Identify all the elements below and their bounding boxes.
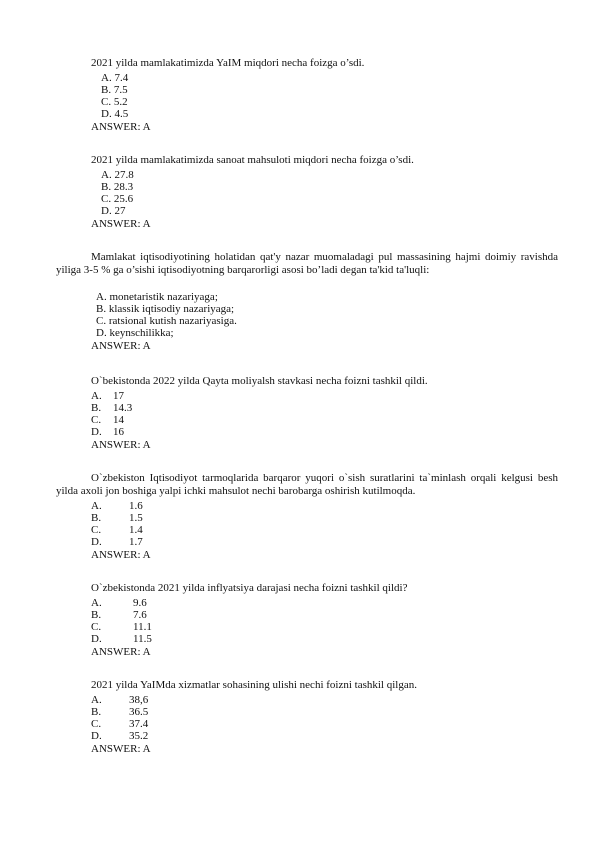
answer: ANSWER: A: [91, 218, 151, 230]
question-6: [56, 582, 558, 659]
option-value: 14.3: [113, 402, 133, 414]
option-c: [91, 414, 558, 426]
option-letter: D.: [91, 426, 102, 438]
option-b: B. 28.3: [101, 181, 134, 193]
option-letter: A.: [91, 500, 102, 512]
option-value: 35.2: [129, 730, 149, 742]
answer: ANSWER: A: [91, 646, 151, 658]
option-letter: D.: [91, 536, 102, 548]
option-letter: A.: [91, 390, 102, 402]
option-d: [91, 426, 558, 438]
question-5: [56, 472, 558, 562]
option-value: 1.4: [129, 524, 143, 536]
options-list: [56, 597, 558, 645]
option-value: 1.6: [129, 500, 143, 512]
question-text: O`bekistonda 2022 yilda Qayta moliyalsh stavkasi necha foizni tashkil qildi.: [91, 375, 428, 387]
option-b: [91, 609, 558, 621]
options-list: [56, 291, 558, 339]
option-value: 9.6: [133, 597, 147, 609]
options-list: [56, 390, 558, 438]
option-b: B. 7.5: [101, 84, 128, 96]
options-list: [56, 500, 558, 548]
option-value: 1.7: [129, 536, 143, 548]
option-d: D. 27: [101, 205, 126, 217]
option-letter: D.: [91, 633, 102, 645]
question-text: 2021 yilda YaIMda xizmatlar sohasining ulishi nechi foizni tashkil qilgan.: [91, 679, 417, 691]
option-a: [91, 390, 558, 402]
option-value: 1.5: [129, 512, 143, 524]
option-value: 7.6: [133, 609, 147, 621]
answer: ANSWER: A: [91, 340, 151, 352]
option-d: [91, 536, 558, 548]
option-letter: D.: [91, 730, 102, 742]
option-letter: B.: [91, 512, 102, 524]
options-list: [56, 72, 558, 120]
option-a: [91, 500, 558, 512]
option-letter: C.: [91, 414, 102, 426]
option-c: C. ratsional kutish nazariyasiga.: [96, 315, 237, 327]
answer: ANSWER: A: [91, 743, 151, 755]
question-text: Mamlakat iqtisodiyotining holatidan qat'y nazar muomaladagi pul massasining hajmi doimiy ravishda yiliga 3-5 % ga o’sishi iqtisodiyotning barqarorligi asosi bo’ladi degan ta'kid ta'luqli:: [56, 251, 558, 276]
question-text: 2021 yilda mamlakatimizda sanoat mahsuloti miqdori necha foizga o’sdi.: [91, 154, 414, 166]
answer: ANSWER: A: [91, 439, 151, 451]
options-list: [56, 169, 558, 217]
option-letter: C.: [91, 718, 102, 730]
option-d: D. 4.5: [101, 108, 129, 120]
question-2: [56, 154, 558, 231]
option-b: [91, 512, 558, 524]
question-text: O`zbekiston Iqtisodiyot tarmoqlarida barqaror yuqori o`sish suratlarini ta`minlash orqali kelgusi besh yilda axoli jon boshiga yalpi ichki mahsulot nechi barobarga oshirish kutilmoqda.: [56, 472, 558, 497]
option-a: [91, 694, 558, 706]
option-letter: B.: [91, 402, 102, 414]
option-b: [91, 706, 558, 718]
option-a: A. 7.4: [101, 72, 129, 84]
option-b: B. klassik iqtisodiy nazariyaga;: [96, 303, 235, 315]
option-value: 37.4: [129, 718, 149, 730]
option-a: A. monetaristik nazariyaga;: [96, 291, 218, 303]
option-c: [91, 718, 558, 730]
option-a: [91, 597, 558, 609]
option-letter: B.: [91, 706, 102, 718]
option-letter: C.: [91, 621, 102, 633]
option-value: 16: [113, 426, 124, 438]
option-value: 11.1: [133, 621, 152, 633]
question-3: [56, 251, 558, 353]
question-text: O`zbekistonda 2021 yilda inflyatsiya darajasi necha foizni tashkil qildi?: [91, 582, 408, 594]
option-letter: C.: [91, 524, 102, 536]
option-value: 38,6: [129, 694, 149, 706]
option-a: A. 27.8: [101, 169, 134, 181]
option-d: [91, 730, 558, 742]
option-letter: A.: [91, 597, 102, 609]
option-c: [91, 524, 558, 536]
options-list: [56, 694, 558, 742]
option-d: D. keynschilikka;: [96, 327, 174, 339]
question-text: 2021 yilda mamlakatimizda YaIM miqdori necha foizga o’sdi.: [91, 57, 365, 69]
answer: ANSWER: A: [91, 549, 151, 561]
option-c: [91, 621, 558, 633]
option-c: C. 5.2: [101, 96, 128, 108]
answer: ANSWER: A: [91, 121, 151, 133]
option-value: 14: [113, 414, 124, 426]
option-letter: B.: [91, 609, 102, 621]
question-1: [56, 57, 558, 134]
question-7: [56, 679, 558, 756]
question-4: [56, 375, 558, 452]
option-letter: A.: [91, 694, 102, 706]
option-c: C. 25.6: [101, 193, 134, 205]
option-value: 36.5: [129, 706, 149, 718]
option-b: [91, 402, 558, 414]
option-value: 11.5: [133, 633, 152, 645]
option-value: 17: [113, 390, 124, 402]
option-d: [91, 633, 558, 645]
